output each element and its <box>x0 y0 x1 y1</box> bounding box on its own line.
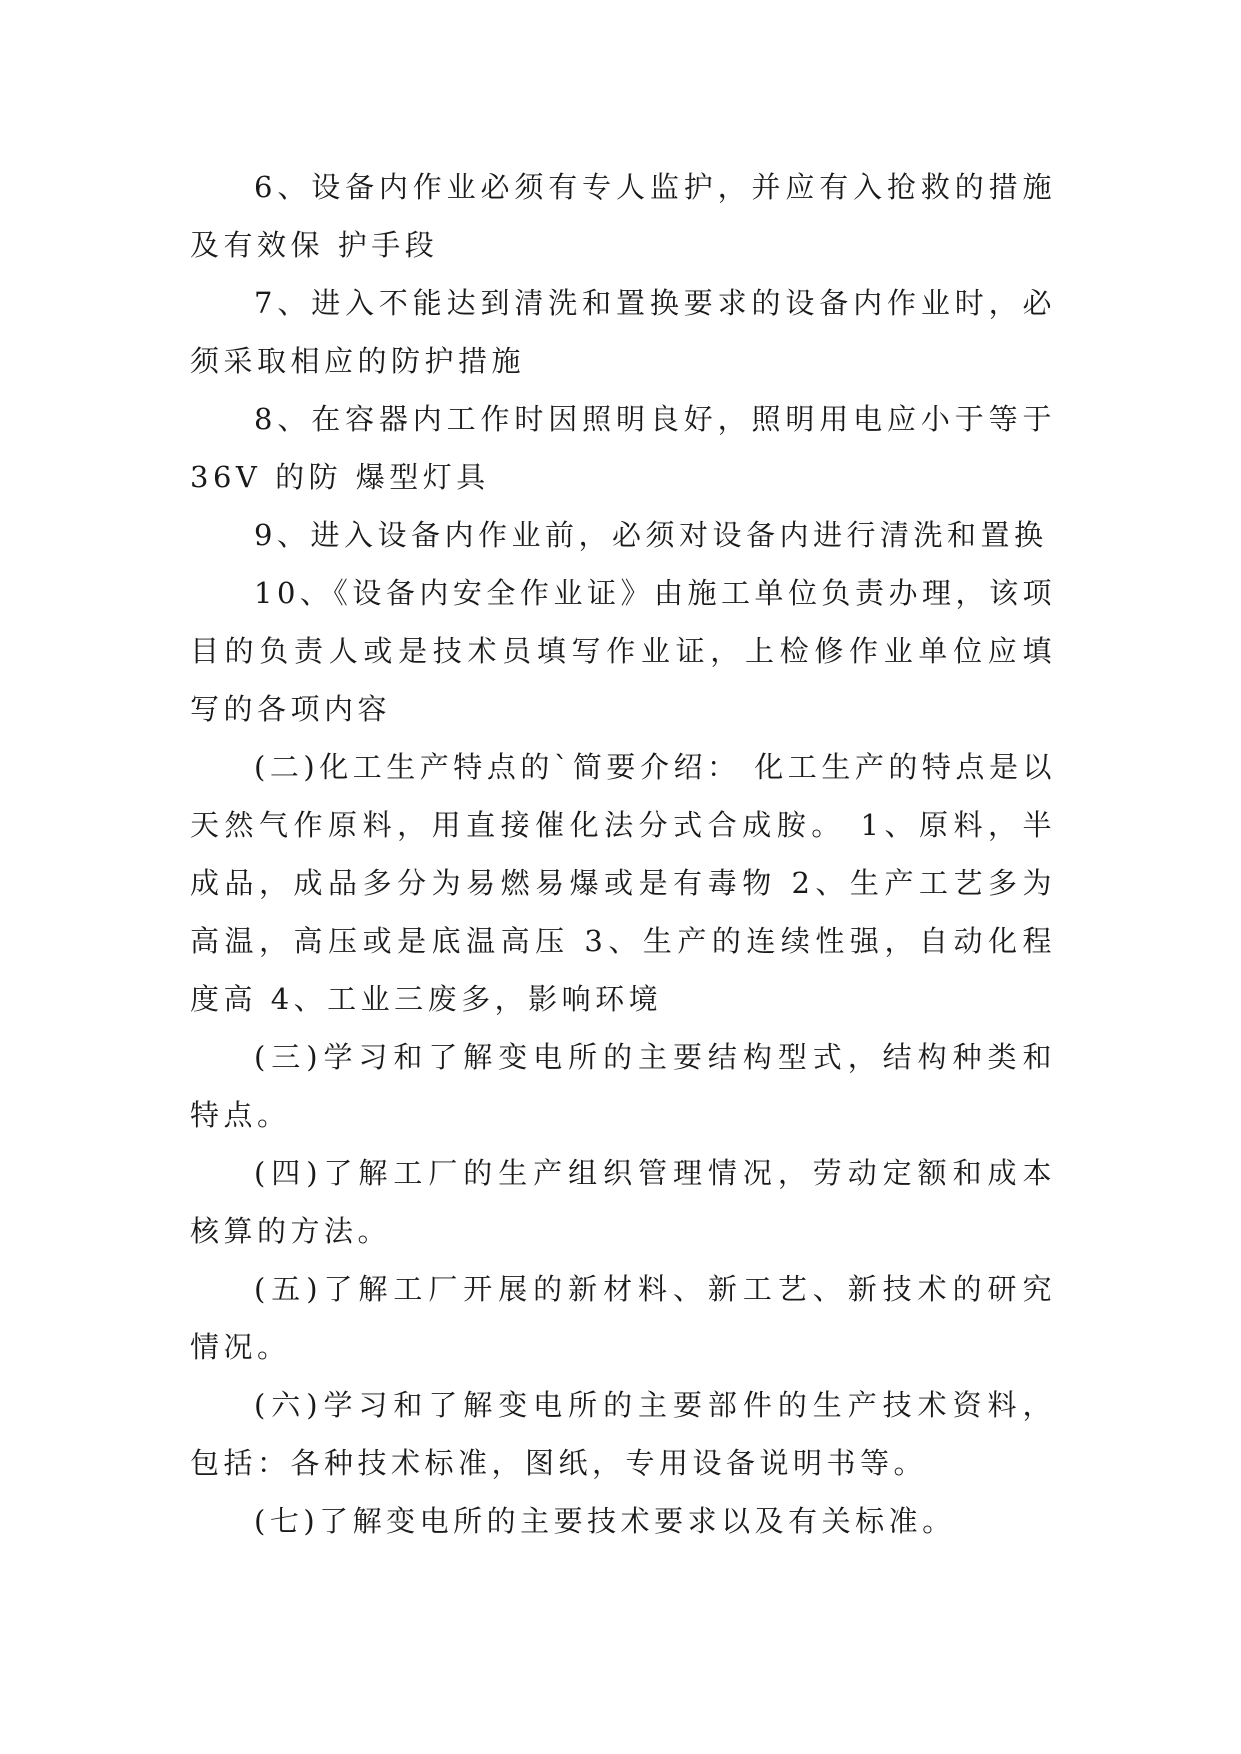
section-three-paragraph: (三)学习和了解变电所的主要结构型式，结构种类和特点。 <box>190 1040 1056 1132</box>
document-page <box>190 158 1056 1550</box>
section-six-paragraph: (六)学习和了解变电所的主要部件的生产技术资料，包括：各种技术标准，图纸，专用设备说明书等。 <box>190 1388 1056 1480</box>
paragraph-item-10: 10、《设备内安全作业证》由施工单位负责办理，该项目的负责人或是技术员填写作业证，上检修作业单位应填写的各项内容 <box>190 576 1056 726</box>
section-five-paragraph: (五)了解工厂开展的新材料、新工艺、新技术的研究情况。 <box>190 1272 1056 1364</box>
paragraph-item-6: 6、设备内作业必须有专人监护，并应有入抢救的措施及有效保 护手段 <box>190 170 1056 262</box>
section-two-paragraph: (二)化工生产特点的`简要介绍： 化工生产的特点是以天然气作原料，用直接催化法分式合成胺。 1、原料，半成品，成品多分为易燃易爆或是有毒物 2、生产工艺多为高温，高压或是底温高压 3、生产的连续性强，自动化程度高 4、工业三废多，影响环境 <box>190 750 1056 1016</box>
paragraph-item-9: 9、进入设备内作业前，必须对设备内进行清洗和置换 <box>254 518 1048 552</box>
section-four-paragraph: (四)了解工厂的生产组织管理情况，劳动定额和成本核算的方法。 <box>190 1156 1056 1248</box>
paragraph-item-8: 8、在容器内工作时因照明良好，照明用电应小于等于36V 的防 爆型灯具 <box>190 402 1056 494</box>
section-seven-paragraph: (七)了解变电所的主要技术要求以及有关标准。 <box>254 1504 956 1538</box>
paragraph-item-7: 7、进入不能达到清洗和置换要求的设备内作业时，必须采取相应的防护措施 <box>190 286 1056 378</box>
